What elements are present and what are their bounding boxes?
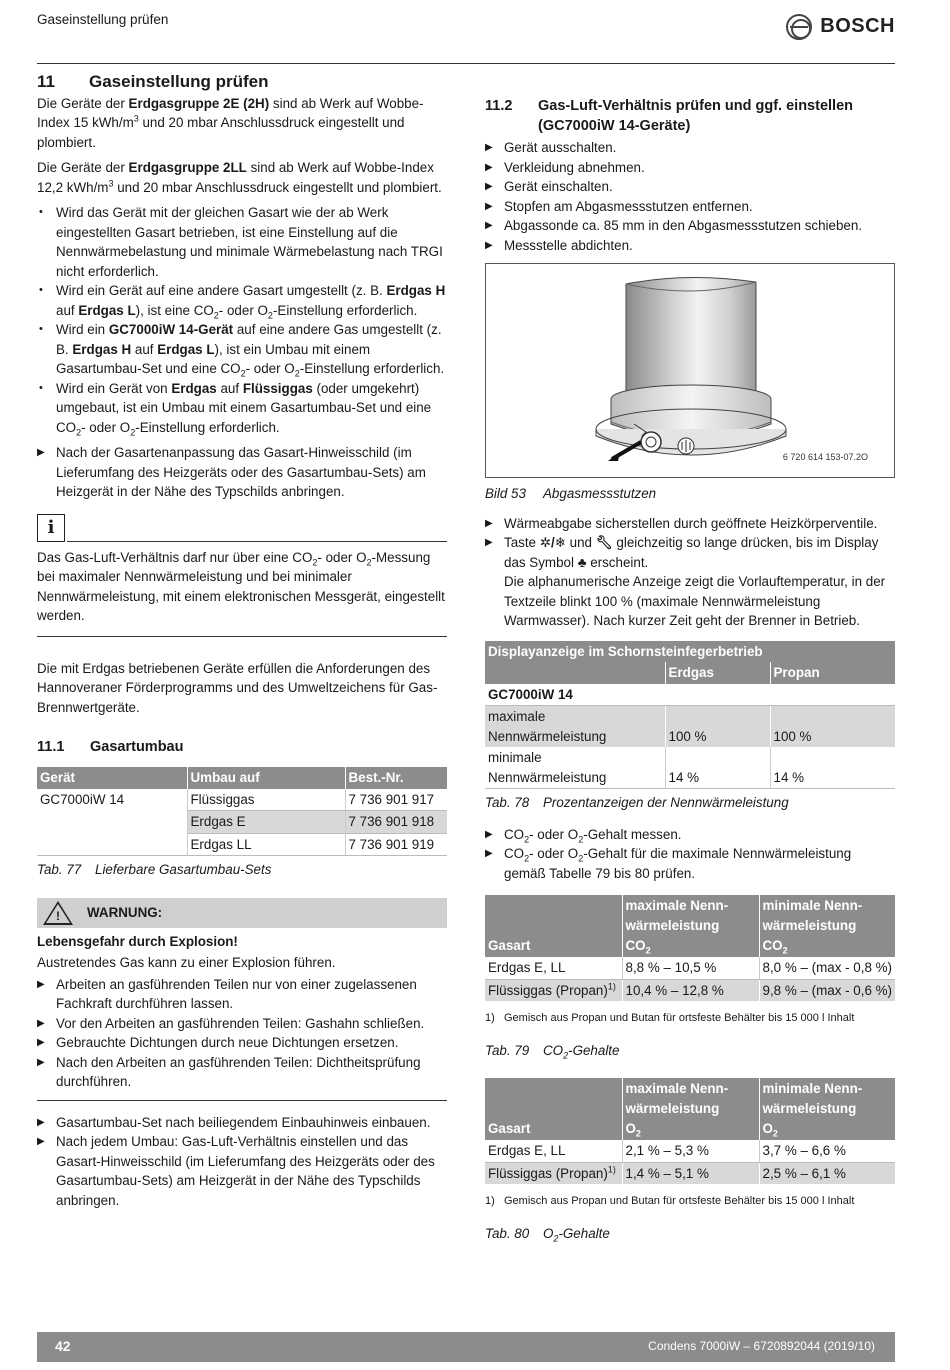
column-header: Gerät: [37, 767, 187, 789]
table-cell: Erdgas E, LL: [485, 957, 622, 979]
warning-text: Austretendes Gas kann zu einer Explosion führen.: [37, 955, 336, 970]
step-item: ▶ Abgassonde ca. 85 mm in den Abgasmessstutzen schieben.: [485, 216, 895, 236]
warning-label: WARNUNG:: [87, 904, 163, 920]
section-11-1-heading: 11.1 Gasartumbau: [37, 739, 184, 755]
wrench-icon: 🔧︎: [595, 535, 613, 550]
step-item: ▶ Wärmeabgabe sicherstellen durch geöffnete Heizkörperventile.: [485, 514, 895, 534]
table-cell: Erdgas LL: [187, 833, 345, 856]
section-11-heading: 11 Gaseinstellung prüfen: [37, 72, 269, 91]
table-cell: Flüssiggas: [187, 789, 345, 811]
table-row: [485, 706, 895, 748]
table-caption: Tab. 79 $CO_2$-Gehalte: [485, 1042, 620, 1061]
exhaust-pipe-illustration: [486, 264, 894, 477]
column-header: Erdgas: [665, 662, 770, 684]
table-cell: 7 736 901 919: [345, 833, 447, 856]
step-list: [37, 1113, 447, 1211]
table-cell: 8,8 % – 10,5 %: [622, 957, 759, 979]
warning-icon: [43, 901, 73, 925]
table-caption: Tab. 78 Prozentanzeigen der Nennwärmeleistung: [485, 795, 789, 810]
page-number: 42: [55, 1338, 71, 1355]
table-caption: Tab. 80 $O_2$-Gehalte: [485, 1225, 610, 1244]
table-row: [485, 979, 895, 1001]
table-cell: Erdgas E, LL: [485, 1140, 622, 1162]
table-cell: 2,1 % – 5,3 %: [622, 1140, 759, 1162]
table-cell: Flüssiggas (Propan)$^{1)}$: [485, 979, 622, 1001]
bosch-logo-icon: [786, 14, 812, 40]
gasartumbau-table: [37, 767, 447, 856]
table-cell: 9,8 % – (max - 0,6 %): [759, 979, 895, 1001]
figure-reference: 6 720 614 153-07.2O: [782, 451, 868, 462]
table-cell: 14 %: [770, 747, 895, 789]
co2-table: [485, 895, 895, 1001]
table-footnote: 1) Gemisch aus Propan und Butan für ortsfeste Behälter bis 15 000 l Inhalt: [485, 1195, 855, 1207]
table-cell: 3,7 % – 6,6 %: [759, 1140, 895, 1162]
table-row: [485, 747, 895, 789]
column-header: maximale Nenn- wärmeleistung $O_2$: [622, 1078, 759, 1140]
table-row: [37, 789, 447, 811]
divider: [67, 541, 447, 542]
table-header-row: [485, 662, 895, 684]
table-cell: 1,4 % – 5,1 %: [622, 1162, 759, 1184]
column-header: Gasart: [485, 895, 622, 957]
step-item: ▶ Stopfen am Abgasmessstutzen entfernen.: [485, 197, 895, 217]
left-column: [37, 72, 447, 1216]
list-item: • Wird ein GC7000iW 14-Gerät auf eine andere Gas umgestellt (z. B. Erdgas H auf Erdgas L), ist ein Umbau mit einem Gasartumbau-Set und eine $CO_2-$ oder $O_2$-Einstellung erforderlich.: [37, 320, 447, 379]
step-item: ▶ Gerät ausschalten.: [485, 138, 895, 158]
document-reference: Condens 7000iW – 6720892044 (2019/10): [648, 1339, 875, 1354]
table-cell: 14 %: [665, 747, 770, 789]
column-header: minimale Nenn- wärmeleistung $CO_2$: [759, 895, 895, 957]
paragraph-erdgas-2e: Die Geräte der Erdgasgruppe 2E (2H) sind ab Werk auf Wobbe-Index 15 kWh/$m^3$ und 20 mbar Anschlussdruck eingestellt und plombiert.: [37, 95, 424, 150]
paragraph-foerderprogramm: Die mit Erdgas betriebenen Geräte erfüllen die Anforderungen des Hannoveraner Förderprogramms und des Umweltzeichens für Gas-Brennwertgeräte.: [37, 660, 438, 715]
page-header: [37, 8, 895, 64]
chimney-sweep-symbol-icon: ♣: [577, 554, 587, 570]
step-item: ▶ Gasartumbau-Set nach beiliegendem Einbauhinweis einbauen.: [37, 1113, 447, 1133]
table-title: Displayanzeige im Schornsteinfegerbetrieb: [485, 641, 895, 663]
step-item: ▶ Nach jedem Umbau: Gas-Luft-Verhältnis einstellen und das Gasart-Hinweisschild (im Lieferumfang des Heizgeräts oder des Gasartumbau-Sets) am Heizgerät in der Nähe des Typschilds anbringen.: [37, 1132, 447, 1210]
table-cell: 7 736 901 918: [345, 811, 447, 834]
header-title: Gaseinstellung prüfen: [37, 12, 169, 27]
table-cell: 7 736 901 917: [345, 789, 447, 811]
step-item: ▶ Nach den Arbeiten an gasführenden Teilen: Dichtheitsprüfung durchführen.: [37, 1053, 447, 1092]
table-header-row: [485, 895, 895, 957]
step-list: [485, 514, 895, 631]
table-row: [485, 957, 895, 979]
step-list: [485, 825, 895, 884]
step-list: [37, 443, 447, 502]
table-cell: 100 %: [770, 706, 895, 748]
abgasmessstutzen-figure: [485, 263, 895, 478]
section-11-2-heading: 11.2 Gas-Luft-Verhältnis prüfen und ggf. einstellen (GC7000iW 14-Geräte): [485, 98, 853, 134]
warning-title: Lebensgefahr durch Explosion!: [37, 933, 238, 949]
table-cell: 100 %: [665, 706, 770, 748]
step-item: ▶ $CO_2-$ oder $O_2$-Gehalt für die maximale Nennwärmeleistung gemäß Tabelle 79 bis 80 prüfen.: [485, 844, 895, 883]
table-cell: Flüssiggas (Propan)$^{1)}$: [485, 1162, 622, 1184]
o2-table: [485, 1078, 895, 1184]
list-item: • Wird das Gerät mit der gleichen Gasart wie der ab Werk eingestellten Gasart betrieben, ist eine Einstellung auf die Nennwärmebelastung und minimale Wärmebelastung nach TRGI nicht erforderlich.: [37, 203, 447, 281]
info-text: Das Gas-Luft-Verhältnis darf nur über eine $CO_2-$ oder $O_2$-Messung bei maximaler Nennwärmeleistung und bei minimaler Nennwärmeleistung, mit einem elektronischen Messgerät, eingestellt werden.: [37, 549, 445, 623]
paragraph-erdgas-2ll: Die Geräte der Erdgasgruppe 2LL sind ab Werk auf Wobbe-Index 12,2 kWh/$m^3$ und 20 mbar Anschlussdruck eingestellt und plombiert.: [37, 160, 442, 195]
step-item: ▶ Gerät einschalten.: [485, 177, 895, 197]
chimney-sweep-icon: ✲/❄: [539, 535, 566, 550]
device-cell: GC7000iW 14: [37, 789, 187, 856]
group-label: GC7000iW 14: [485, 684, 895, 706]
column-header: minimale Nenn- wärmeleistung $O_2$: [759, 1078, 895, 1140]
step-item: ▶ Taste ✲/❄ und 🔧︎ gleichzeitig so lange drücken, bis im Display das Symbol ♣ erscheint. Die alphanumerische Anzeige zeigt die Vorlauftemperatur, in der Textzeile blinkt 100 % (maximale Nennwärmeleistung Warmwasser). Nach kurzer Zeit geht der Brenner in Betrieb.: [485, 533, 895, 631]
list-item: • Wird ein Gerät von Erdgas auf Flüssiggas (oder umgekehrt) umgebaut, ist ein Umbau mit einem Gasartumbau-Set und eine $CO_2-$ oder $O_2$-Einstellung erforderlich.: [37, 379, 447, 438]
brand: [786, 14, 895, 40]
schornsteinfeger-table: [485, 641, 895, 790]
column-header: Umbau auf: [187, 767, 345, 789]
step-item: ▶ Nach der Gasartenanpassung das Gasart-Hinweisschild (im Lieferumfang des Heizgeräts oder des Gasartumbau-Sets) am Heizgerät in der Nähe des Typschilds anbringen.: [37, 443, 447, 502]
table-caption: Tab. 77 Lieferbare Gasartumbau-Sets: [37, 862, 272, 877]
step-list: [485, 138, 895, 255]
column-header: Gasart: [485, 1078, 622, 1140]
table-group-row: [485, 684, 895, 706]
step-item: ▶ Vor den Arbeiten an gasführenden Teilen: Gashahn schließen.: [37, 1014, 447, 1034]
table-cell: 8,0 % – (max - 0,8 %): [759, 957, 895, 979]
step-item: ▶ Arbeiten an gasführenden Teilen nur von einer zugelassenen Fachkraft durchführen lassen.: [37, 975, 447, 1014]
warning-box: [37, 898, 447, 1101]
table-row: [485, 1162, 895, 1184]
step-item: ▶ $CO_2-$ oder $O_2$-Gehalt messen.: [485, 825, 895, 845]
info-box: [37, 514, 447, 637]
column-header: maximale Nenn- wärmeleistung $CO_2$: [622, 895, 759, 957]
table-row: [485, 1140, 895, 1162]
table-title-row: [485, 641, 895, 663]
table-header-row: [485, 1078, 895, 1140]
list-item: • Wird ein Gerät auf eine andere Gasart umgestellt (z. B. Erdgas H auf Erdgas L), ist eine $CO_2-$ oder $O_2$-Einstellung erforderlich.: [37, 281, 447, 320]
page-footer: [37, 1332, 895, 1362]
table-cell: 2,5 % – 6,1 %: [759, 1162, 895, 1184]
warning-steps: [37, 975, 447, 1092]
step-item: ▶ Verkleidung abnehmen.: [485, 158, 895, 178]
step-item: ▶ Gebrauchte Dichtungen durch neue Dichtungen ersetzen.: [37, 1033, 447, 1053]
bullet-list: [37, 203, 447, 437]
step-item: ▶ Messstelle abdichten.: [485, 236, 895, 256]
column-header: Propan: [770, 662, 895, 684]
figure-caption: Bild 53 Abgasmessstutzen: [485, 486, 657, 501]
column-header: Best.-Nr.: [345, 767, 447, 789]
right-column: [485, 96, 895, 1261]
brand-name: BOSCH: [820, 15, 895, 38]
table-footnote: 1) Gemisch aus Propan und Butan für ortsfeste Behälter bis 15 000 l Inhalt: [485, 1012, 855, 1024]
table-cell: maximale Nennwärmeleistung: [485, 706, 665, 748]
table-cell: 10,4 % – 12,8 %: [622, 979, 759, 1001]
table-cell: minimale Nennwärmeleistung: [485, 747, 665, 789]
table-cell: Erdgas E: [187, 811, 345, 834]
info-icon: i: [37, 514, 65, 542]
